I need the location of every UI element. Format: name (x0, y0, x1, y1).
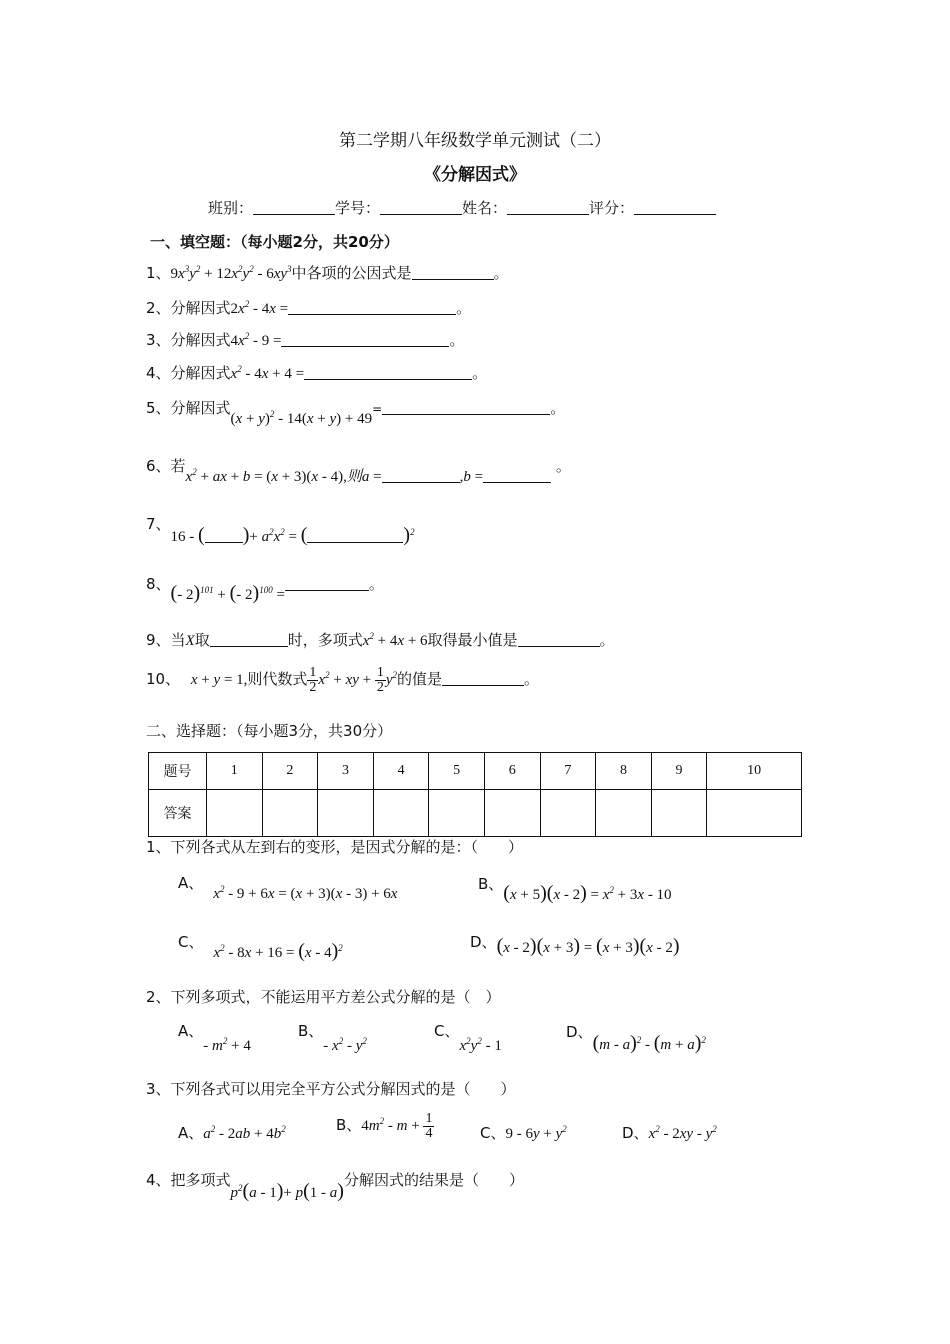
mc3-option-c[interactable]: C、$9 - 6y + y^2$ (480, 1124, 567, 1142)
mc1-option-b[interactable]: B、$(x + 5)(x - 2) = x^2 + 3x - 10$ (478, 875, 672, 904)
table-cell: 5 (429, 753, 485, 790)
score-label: 评分： (589, 199, 635, 217)
answer-cell[interactable] (207, 790, 263, 837)
class-label: 班别： (208, 199, 254, 217)
answer-cell[interactable] (429, 790, 485, 837)
question-4: 4、分解因式$x^2 - 4x + 4$ = 。 (146, 364, 488, 382)
section1-heading: 一、填空题：（每小题2分，共20分） (150, 233, 399, 251)
section2-heading: 二、选择题：（每小题3分，共30分） (146, 722, 393, 740)
q5-answer-blank[interactable] (382, 413, 550, 415)
mc2-option-d[interactable]: D、$(m - a)^2 - (m + a)^2$ (566, 1023, 706, 1054)
table-cell: 4 (373, 753, 429, 790)
answer-cell[interactable] (484, 790, 540, 837)
question-7: 7、16 - ( )+ $a^2x^2$ = ( )$^2$ (146, 515, 415, 546)
table-cell: 9 (651, 753, 707, 790)
answer-cell[interactable] (651, 790, 707, 837)
answer-table (148, 752, 802, 837)
page-subtitle: 《分解因式》 (424, 165, 526, 185)
q4-polynomial: $p^2(a - 1)+ p(1 - a)$ (230, 1180, 344, 1202)
q9-answer-blank[interactable] (518, 645, 600, 647)
q2-answer-blank[interactable] (288, 313, 456, 315)
q6-expression: $x^2$ + ax + b = (x + 3)(x - 4),则a = ,b = (186, 469, 552, 485)
mc3-option-b[interactable]: B、$4m^2$ - m + $\frac{1}{4}$ (336, 1111, 433, 1141)
q9-x-blank[interactable] (210, 645, 288, 647)
answer-cell[interactable] (596, 790, 652, 837)
student-no-field[interactable] (380, 213, 462, 215)
q8-expression: (- 2)$^{101}$ + (- 2)$^{100}$ = (170, 582, 285, 604)
class-field[interactable] (253, 213, 335, 215)
answer-cell[interactable] (540, 790, 596, 837)
question-5: 5、分解因式$(x + y)^2 - 14(x + y) + 49=$ 。 (146, 399, 566, 427)
q10-condition: x + y = 1, (190, 671, 248, 688)
q4-expression: $x^2 - 4x + 4$ = (230, 364, 305, 382)
mc1-option-c[interactable]: C、$x^2 - 8x + 16 = (x - 4)^2$ (178, 933, 343, 962)
score-field[interactable] (634, 213, 716, 215)
mc2-option-b[interactable]: B、- $x^2 - y^2$ (298, 1022, 367, 1054)
q9-expression: $x^2 + 4x + 6$ (362, 631, 428, 649)
q3-expression: $4x^2 - 9$ = (230, 331, 282, 349)
question-9: 9、当X取 时，多项式$x^2 + 4x + 6$取得最小值是 。 (146, 631, 615, 649)
student-no-label: 学号： (335, 199, 381, 217)
name-field[interactable] (507, 213, 589, 215)
question-8: 8、(- 2)$^{101}$ + (- 2)$^{100}$ =。 (146, 575, 384, 604)
answer-cell[interactable] (707, 790, 802, 837)
mc-question-2: 2、下列多项式，不能运用平方差公式分解的是（ ） (146, 988, 501, 1006)
table-cell: 6 (484, 753, 540, 790)
table-row (149, 753, 802, 790)
q7-expression: 16 - ( )+ $a^2x^2$ = ( )$^2$ (170, 524, 415, 546)
q7-blank-2[interactable] (307, 541, 403, 543)
q5-expression: $(x + y)^2 - 14(x + y) + 49$ (230, 409, 373, 427)
q4-answer-blank[interactable] (304, 378, 472, 380)
table-cell: 7 (540, 753, 596, 790)
mc2-option-a[interactable]: A、- $m^2 + 4$ (178, 1022, 251, 1054)
question-1: 1、$9x^3y^2 + 12x^2y^2 - 6xy^3$中各项的公因式是 。 (146, 264, 509, 282)
answer-cell[interactable] (318, 790, 374, 837)
table-row (149, 790, 802, 837)
question-6: 6、若$x^2$ + ax + b = (x + 3)(x - 4),则a = ,b = 。 (146, 457, 571, 485)
mc2-option-c[interactable]: C、$x^2y^2 - 1$ (434, 1022, 502, 1054)
mc1-option-d[interactable]: D、(x - 2)(x + 3) = (x + 3)(x - 2) (470, 933, 680, 957)
q1-expression: $9x^3y^2 + 12x^2y^2 - 6xy^3$ (170, 264, 292, 282)
table-cell: 3 (318, 753, 374, 790)
q10-expression: $\frac{1}{2}$ $x^2$ + xy + $\frac{1}{2}$ $y^2$ (309, 665, 398, 695)
page-title: 第二学期八年级数学单元测试（二） (339, 131, 611, 151)
question-10: 10、 x + y = 1,则代数式 $\frac{1}{2}$ $x^2$ + xy + $\frac{1}{2}$ $y^2$的值是 。 (146, 665, 540, 695)
table-header-cell: 题号 (149, 753, 207, 790)
mc3-option-a[interactable]: A、$a^2 - 2ab + 4b^2$ (178, 1124, 286, 1142)
mc-question-3: 3、下列各式可以用完全平方公式分解因式的是（ ） (146, 1080, 516, 1098)
name-label: 姓名： (462, 199, 508, 217)
q1-answer-blank[interactable] (412, 278, 494, 280)
mc-question-4: 4、把多项式$p^2(a - 1)+ p(1 - a)$分解因式的结果是（ ） (146, 1171, 524, 1202)
table-cell: 10 (707, 753, 802, 790)
table-cell: 1 (207, 753, 263, 790)
question-2: 2、分解因式$2x^2 - 4x$ = 。 (146, 299, 472, 317)
q8-answer-blank[interactable] (285, 589, 369, 591)
q2-expression: $2x^2 - 4x$ = (230, 299, 289, 317)
mc3-option-d[interactable]: D、$x^2 - 2xy - y^2$ (622, 1124, 717, 1142)
q7-blank-1[interactable] (205, 541, 243, 543)
table-cell: 8 (596, 753, 652, 790)
q3-answer-blank[interactable] (281, 345, 449, 347)
question-3: 3、分解因式$4x^2 - 9$ = 。 (146, 331, 465, 349)
answer-cell[interactable] (373, 790, 429, 837)
q10-answer-blank[interactable] (442, 684, 524, 686)
q6-b-blank[interactable] (483, 481, 551, 483)
mc1-option-a[interactable]: A、$x^2 - 9 + 6x = (x + 3)(x - 3) + 6x$ (178, 874, 398, 902)
q6-a-blank[interactable] (382, 481, 460, 483)
table-cell: 2 (262, 753, 318, 790)
mc-question-1: 1、下列各式从左到右的变形，是因式分解的是：（ ） (146, 838, 524, 856)
table-header-cell: 答案 (149, 790, 207, 837)
answer-cell[interactable] (262, 790, 318, 837)
info-line (208, 197, 716, 218)
